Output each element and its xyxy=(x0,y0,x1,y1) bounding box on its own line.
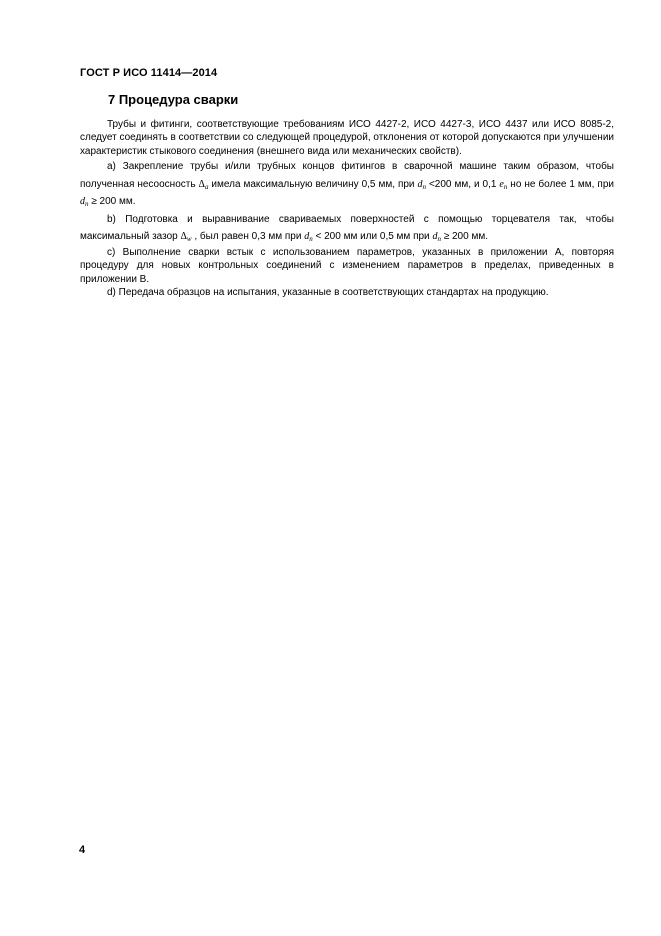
item-c-paragraph: c) Выполнение сварки встык с использованием параметров, указанных в приложении А, повторяя процедуру для новых контрольных соединений с изменением параметров в пределах, приведенных в приложении В. xyxy=(80,246,614,285)
section-title: 7 Процедура сварки xyxy=(108,92,239,107)
diameter-subscript: n xyxy=(85,200,89,209)
diameter-subscript: n xyxy=(309,235,313,244)
gap-symbol: Δ xyxy=(180,231,187,243)
item-a-text-4: но не более 1 мм, при xyxy=(507,178,614,190)
item-b-text-1: b) Подготовка и выравнивание свариваемых поверхностей с помощью торцевателя так, чтобы максимальный зазор xyxy=(80,213,614,243)
misalignment-symbol: Δ xyxy=(198,178,205,190)
document-header: ГОСТ Р ИСО 11414—2014 xyxy=(80,67,218,79)
item-b-paragraph xyxy=(80,211,614,246)
item-a-text-3: <200 мм, и 0,1 xyxy=(426,178,500,190)
misalignment-subscript: a xyxy=(204,182,209,191)
diameter-subscript: n xyxy=(437,235,441,244)
item-a-text-2: имела максимальную величину 0,5 мм, при xyxy=(208,178,418,190)
diameter-symbol: d xyxy=(417,178,423,190)
page-number: 4 xyxy=(79,844,86,856)
item-d-paragraph: d) Передача образцов на испытания, указанные в соответствующих стандартах на продукцию. xyxy=(107,286,549,298)
item-a-text-5: ≥ 200 мм. xyxy=(88,196,136,208)
diameter-subscript: n xyxy=(422,182,426,191)
intro-paragraph: Трубы и фитинги, соответствующие требованиям ИСО 4427-2, ИСО 4427-3, ИСО 4437 или ИСО 8085-2, следует соединять в соответствии со следующей процедурой, отклонения от которой допускаются при улучшении характеристик стыкового соединения (внешнего вида или механических свойств). xyxy=(80,119,614,157)
wall-thickness-subscript: n xyxy=(503,182,508,191)
diameter-symbol: d xyxy=(304,231,310,243)
item-b-text-4: ≥ 200 мм. xyxy=(440,231,488,243)
item-b-text-2: , был равен 0,3 мм при xyxy=(191,231,305,243)
diameter-symbol: d xyxy=(80,196,85,208)
section-body xyxy=(80,118,614,299)
diameter-symbol: d xyxy=(432,231,438,243)
item-a-text-1: а) Закрепление трубы и/или трубных концов фитингов в сварочной машине таким образом, чтобы полученная несоосность xyxy=(80,161,614,190)
wall-thickness-symbol: e xyxy=(499,178,504,190)
item-b-text-3: < 200 мм или 0,5 мм при xyxy=(312,231,433,243)
item-a-paragraph xyxy=(80,158,614,211)
gap-subscript: w xyxy=(186,235,192,244)
